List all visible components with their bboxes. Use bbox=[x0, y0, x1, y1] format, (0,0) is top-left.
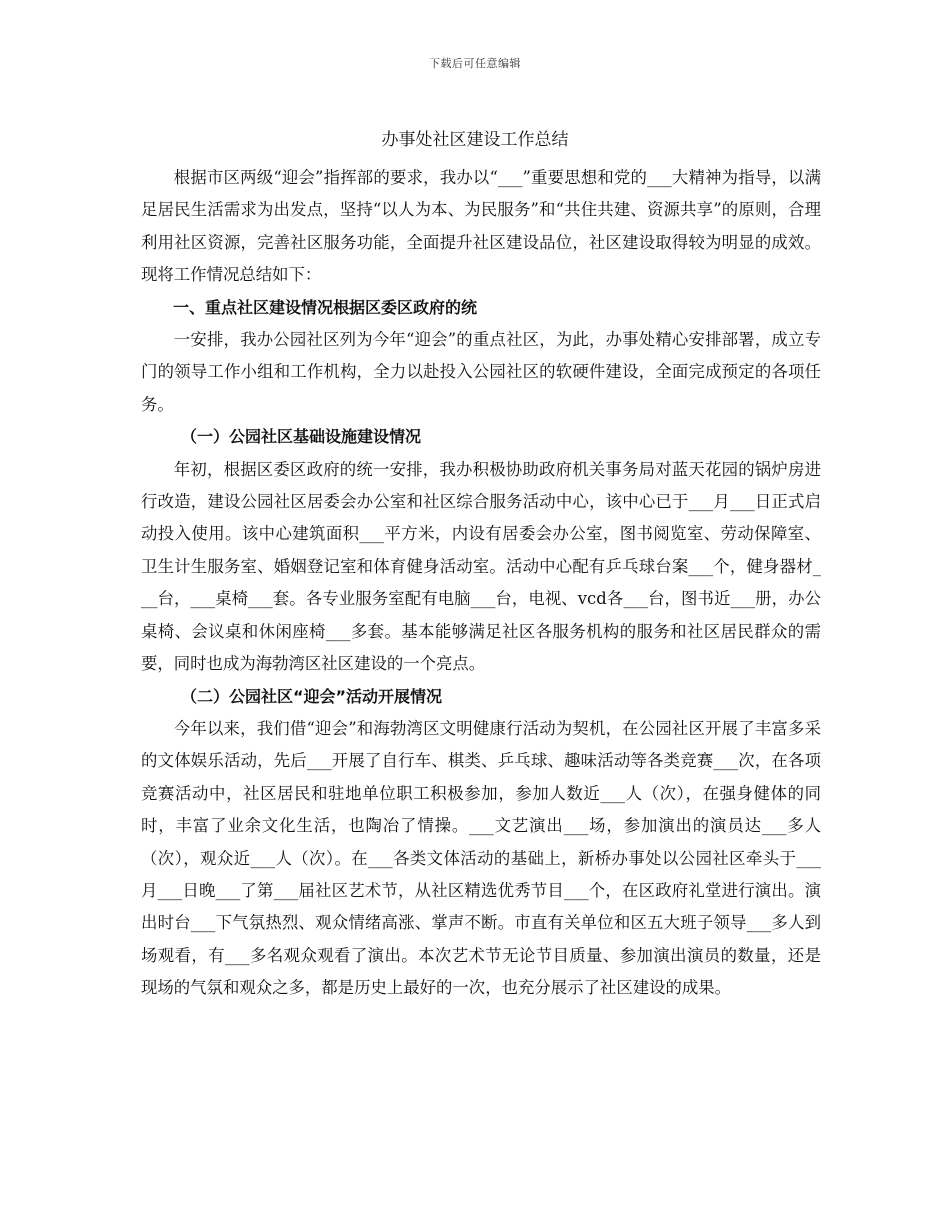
subsection-2-paragraph: 今年以来，我们借“迎会”和海勃湾区文明健康行活动为契机，在公园社区开展了丰富多采的文体娱乐活动，先后___开展了自行车、棋类、乒乓球、趣味活动等各类竞赛___次，在各项竞赛活动中，社区居民和驻地单位职工积极参加，参加人数近___人（次），在强身健体的同时，丰富了业余文化生活，也陶冶了情操。___文艺演出___场，参加演出的演员达___多人（次），观众近___人（次）。在___各类文体活动的基础上，新桥办事处以公园社区牵头于___月___日晚___了第___届社区艺术节，从社区精选优秀节目___个，在区政府礼堂进行演出。演出时台___下气氛热烈、观众情绪高涨、掌声不断。市直有关单位和区五大班子领导___多人到场观看，有___多名观众观看了演出。本次艺术节无论节目质量、参加演出演员的数量，还是现场的气氛和观众之多，都是历史上最好的一次，也充分展示了社区建设的成果。 bbox=[141, 718, 821, 998]
subsection-heading-2: （二）公园社区“迎会”活动开展情况 bbox=[181, 686, 443, 706]
header-note: 下载后可任意编辑 bbox=[429, 57, 521, 70]
subsection-1-paragraph: 年初，根据区委区政府的统一安排，我办积极协助政府机关事务局对蓝天花园的锅炉房进行改造，建设公园社区居委会办公室和社区综合服务活动中心，该中心已于___月___日正式启动投入使用。该中心建筑面积___平方米，内设有居委会办公室，图书阅览室、劳动保障室、卫生计生服务室、婚姻登记室和体育健身活动室。活动中心配有乒乓球台案___个，健身器材___台，___桌椅___套。各专业服务室配有电脑___台，电视、vcd各___台，图书近___册，办公桌椅、会议桌和休闲座椅___多套。基本能够满足社区各服务机构的服务和社区居民群众的需要，同时也成为海勃湾区社区建设的一个亮点。 bbox=[141, 459, 821, 674]
document-title: 办事处社区建设工作总结 bbox=[381, 130, 569, 150]
subsection-heading-1: （一）公园社区基础设施建设情况 bbox=[181, 427, 422, 447]
document-body bbox=[141, 162, 821, 1005]
intro-paragraph: 根据市区两级“迎会”指挥部的要求，我办以“___”重要思想和党的___大精神为指导，以满足居民生活需求为出发点，坚持“以人为本、为民服务”和“共住共建、资源共享”的原则，合理利用社区资源，完善社区服务功能，全面提升社区建设品位，社区建设取得较为明显的成效。现将工作情况总结如下： bbox=[141, 168, 821, 285]
section-heading-1: 一、重点社区建设情况根据区委区政府的统 bbox=[173, 297, 478, 317]
section-1-paragraph: 一安排，我办公园社区列为今年“迎会”的重点社区，为此，办事处精心安排部署，成立专门的领导工作小组和工作机构，全力以赴投入公园社区的软硬件建设，全面完成预定的各项任务。 bbox=[141, 330, 821, 414]
